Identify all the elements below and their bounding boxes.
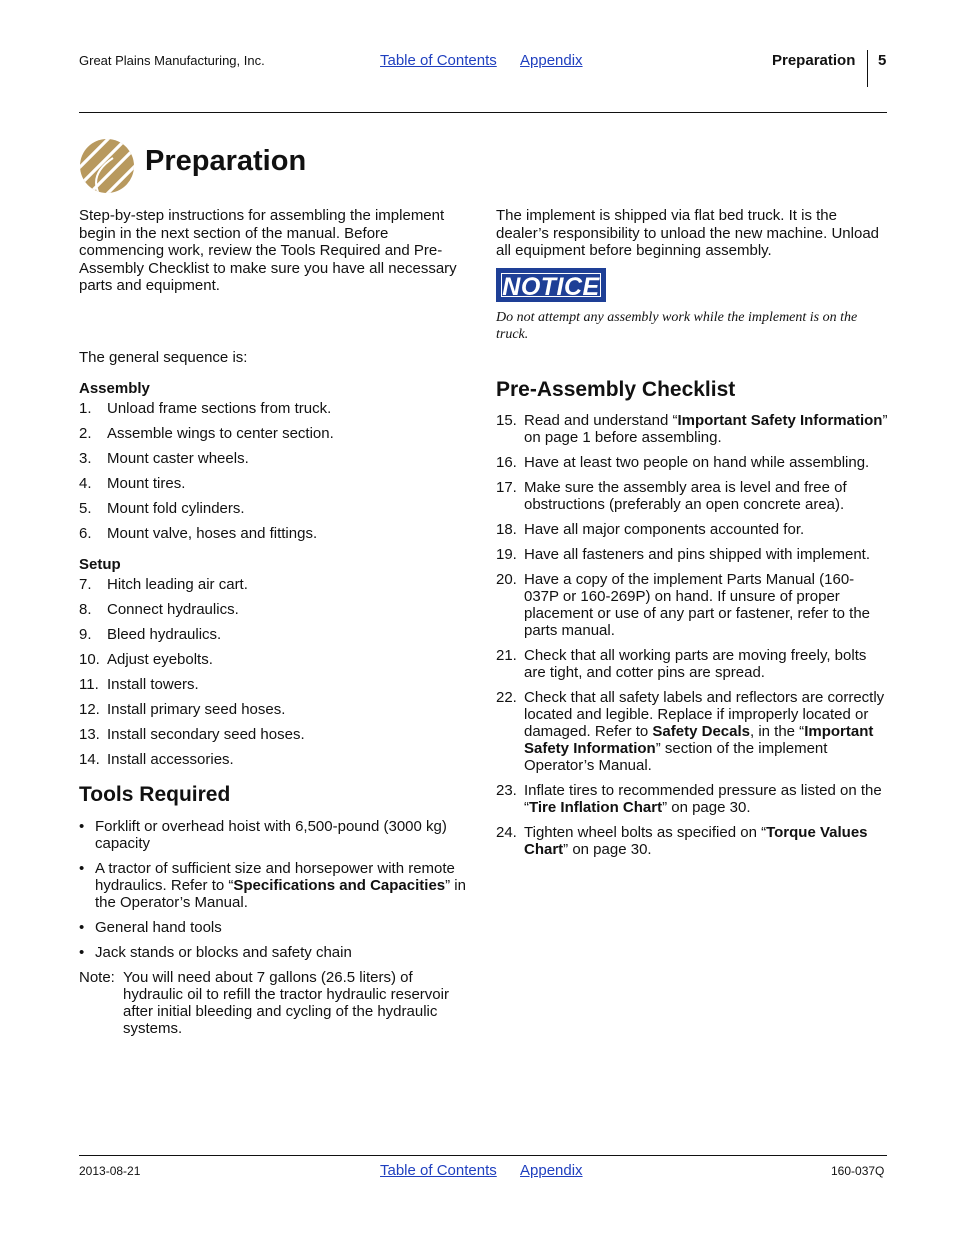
list-item: [496, 412, 888, 446]
list-item-text: Install secondary seed hoses.: [107, 726, 305, 743]
list-item-text: Make sure the assembly area is level and free of obstructions (preferably an open concrete area).: [524, 479, 847, 513]
list-item-number: 10.: [79, 651, 100, 668]
list-item: [496, 454, 888, 471]
list-item: [496, 571, 888, 639]
list-item: [79, 601, 474, 618]
list-item: [496, 689, 888, 774]
list-item: [79, 450, 474, 467]
tools-note: [79, 969, 474, 1037]
footer-appendix-link[interactable]: Appendix: [520, 1162, 583, 1179]
page-title: Preparation: [145, 145, 307, 177]
footer-date: 2013-08-21: [79, 1164, 141, 1178]
bold-reference: Torque Values Chart: [524, 824, 868, 858]
notice-label: NOTICE: [502, 273, 600, 301]
footer-toc-link[interactable]: Table of Contents: [380, 1162, 497, 1179]
list-item-number: 14.: [79, 751, 100, 768]
list-item-text: Connect hydraulics.: [107, 601, 239, 618]
list-item-number: 18.: [496, 521, 517, 538]
list-item: [496, 824, 888, 858]
page-number: 5: [878, 52, 887, 69]
list-item-number: 20.: [496, 571, 517, 588]
list-item-text: Have a copy of the implement Parts Manual (160-037P or 160-269P) on hand. If unsure of proper placement or use of any part or fastener, refer to the parts manual.: [524, 571, 871, 639]
list-item-text: Hitch leading air cart.: [107, 576, 248, 593]
bold-reference: Tire Inflation Chart: [529, 799, 663, 816]
list-item-text: Forklift or overhead hoist with 6,500-pound (3000 kg) capacity: [95, 818, 447, 852]
list-item-number: 11.: [79, 676, 99, 693]
list-item-number: 5.: [79, 500, 92, 517]
list-item-text: Install accessories.: [107, 751, 234, 768]
list-item-text: Adjust eyebolts.: [107, 651, 213, 668]
notice-badge: [496, 268, 606, 302]
header-rule: [79, 112, 887, 113]
list-item: [79, 919, 474, 936]
list-item: [79, 475, 474, 492]
pre-assembly-checklist-heading: Pre-Assembly Checklist: [496, 378, 736, 401]
list-item-text: , in the “: [749, 723, 805, 740]
list-item-text: Inflate tires to recommended pressure as listed on the “: [524, 782, 882, 816]
assembly-list: [79, 400, 474, 542]
list-item: [496, 647, 888, 681]
list-item-text: A tractor of sufficient size and horsepower with remote hydraulics. Refer to “: [95, 860, 455, 894]
list-item: [79, 751, 474, 768]
list-item-number: 17.: [496, 479, 517, 496]
list-item-number: 8.: [79, 601, 92, 618]
list-item-text: ” in the Operator’s Manual.: [95, 877, 466, 911]
list-item-text: Check that all working parts are moving freely, bolts are tight, and cotter pins are spread.: [524, 647, 867, 681]
list-item-text: Assemble wings to center section.: [107, 425, 334, 442]
list-item: [496, 546, 888, 563]
list-item-number: 6.: [79, 525, 92, 542]
list-item: [79, 676, 474, 693]
list-item-number: 1.: [79, 400, 92, 417]
great-plains-logo-icon: [79, 138, 135, 194]
header-section-title: Preparation: [772, 52, 856, 69]
list-item: [496, 521, 888, 538]
list-item: [79, 944, 474, 961]
list-item-number: 24.: [496, 824, 517, 841]
header-appendix-link[interactable]: Appendix: [520, 52, 583, 69]
tools-list: [79, 818, 474, 969]
list-item-text: Read and understand “: [524, 412, 678, 429]
list-item-number: 9.: [79, 626, 92, 643]
setup-list: [79, 576, 474, 768]
list-item: [79, 701, 474, 718]
list-item: [79, 726, 474, 743]
footer-doc-number: 160-037Q: [831, 1164, 885, 1178]
list-item-text: Have all fasteners and pins shipped with implement.: [524, 546, 871, 563]
list-item-number: 22.: [496, 689, 517, 706]
checklist-list: [496, 412, 888, 858]
note-text: You will need about 7 gallons (26.5 liters) of hydraulic oil to refill the tractor hydraulic reservoir after initial bleeding and cycling of the hydraulic systems.: [123, 969, 449, 1037]
list-item: [496, 782, 888, 816]
bold-reference: Important Safety Information: [524, 723, 874, 757]
list-item-number: 23.: [496, 782, 517, 799]
list-item-text: ” on page 30.: [662, 799, 751, 816]
list-item-number: 4.: [79, 475, 92, 492]
list-item: [79, 860, 474, 911]
list-item-number: 3.: [79, 450, 92, 467]
list-item-text: Jack stands or blocks and safety chain: [95, 944, 352, 961]
list-item-number: 21.: [496, 647, 517, 664]
list-item-text: ” on page 1 before assembling.: [524, 412, 888, 446]
list-item-text: Bleed hydraulics.: [107, 626, 222, 643]
bold-reference: Safety Decals: [652, 723, 750, 740]
list-item-text: Check that all safety labels and reflectors are correctly located and legible. Replace if improperly located or damaged. Refer to: [524, 689, 885, 740]
footer-rule: [79, 1155, 887, 1156]
list-item-text: Unload frame sections from truck.: [107, 400, 332, 417]
list-item-text: Install towers.: [107, 676, 199, 693]
list-item: [79, 818, 474, 852]
note-label: Note:: [79, 969, 115, 986]
list-item: [79, 425, 474, 442]
list-item: [79, 500, 474, 517]
list-item-text: General hand tools: [95, 919, 222, 936]
list-item-text: ” section of the implement Operator’s Manual.: [524, 740, 828, 774]
list-item: [79, 626, 474, 643]
intro-right-paragraph: The implement is shipped via flat bed truck. It is the dealer’s responsibility to unload the new machine. Unload all equipment before beginning assembly.: [496, 207, 880, 259]
tools-required-heading: Tools Required: [79, 783, 231, 806]
list-item-text: Mount valve, hoses and fittings.: [107, 525, 318, 542]
list-item-number: 7.: [79, 576, 92, 593]
list-item-text: ” on page 30.: [563, 841, 652, 858]
notice-text: Do not attempt any assembly work while the implement is on the truck.: [496, 310, 858, 342]
bold-reference: Specifications and Capacities: [233, 877, 446, 894]
setup-heading: Setup: [79, 556, 121, 573]
bold-reference: Important Safety Information: [677, 412, 883, 429]
list-item-text: Have all major components accounted for.: [524, 521, 805, 538]
list-item-text: Tighten wheel bolts as specified on “: [524, 824, 767, 841]
list-item-text: Install primary seed hoses.: [107, 701, 286, 718]
list-item: [79, 651, 474, 668]
list-item-number: 13.: [79, 726, 100, 743]
sequence-intro: The general sequence is:: [79, 349, 248, 366]
list-item: [79, 400, 474, 417]
list-item-text: Mount tires.: [107, 475, 186, 492]
list-item: [79, 525, 474, 542]
list-item-number: 15.: [496, 412, 517, 429]
list-item: [496, 479, 888, 513]
list-item-text: Mount caster wheels.: [107, 450, 249, 467]
header-company: Great Plains Manufacturing, Inc.: [79, 53, 265, 68]
assembly-heading: Assembly: [79, 380, 150, 397]
list-item-number: 19.: [496, 546, 517, 563]
list-item-number: 2.: [79, 425, 92, 442]
list-item-text: Have at least two people on hand while assembling.: [524, 454, 870, 471]
list-item-text: Mount fold cylinders.: [107, 500, 245, 517]
header-toc-link[interactable]: Table of Contents: [380, 52, 497, 69]
list-item-number: 16.: [496, 454, 517, 471]
list-item: [79, 576, 474, 593]
list-item-number: 12.: [79, 701, 100, 718]
intro-left-paragraph: Step-by-step instructions for assembling the implement begin in the next section of the manual. Before commencing work, review the Tools Required and Pre-Assembly Checklist to make sure you have all necessary parts and equipment.: [79, 207, 457, 294]
header-divider: [867, 50, 868, 87]
